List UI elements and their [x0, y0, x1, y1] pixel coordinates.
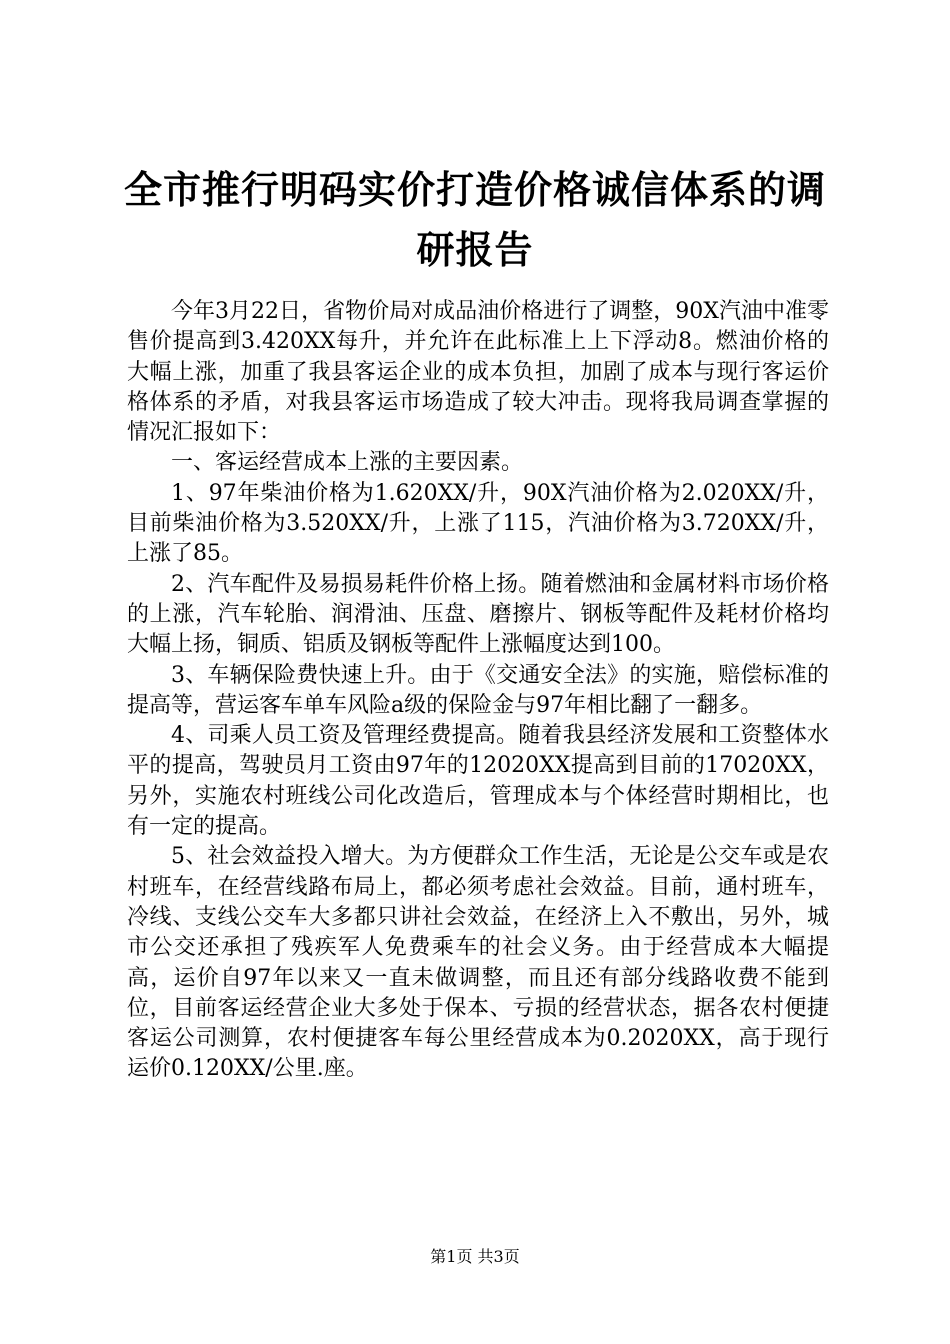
paragraph-item-2: 2、汽车配件及易损易耗件价格上扬。随着燃油和金属材料市场价格的上涨，汽车轮胎、润滑油、压盘、磨擦片、钢板等配件及耗材价格均大幅上扬，铜质、铝质及钢板等配件上涨幅度达到100。 [127, 571, 829, 658]
paragraph-item-3: 3、车辆保险费快速上升。由于《交通安全法》的实施，赔偿标准的提高等，营运客车单车风险a级的保险金与97年相比翻了一翻多。 [127, 662, 829, 718]
document-title: 全市推行明码实价打造价格诚信体系的调研报告 [123, 167, 826, 272]
paragraph-item-5: 5、社会效益投入增大。为方便群众工作生活，无论是公交车或是农村班车，在经营线路布局上，都必须考虑社会效益。目前，通村班车，冷线、支线公交车大多都只讲社会效益，在经济上入不敷出，另外，城市公交还承担了残疾军人免费乘车的社会义务。由于经营成本大幅提高，运价自97年以来又一直未做调整，而且还有部分线路收费不能到位，目前客运经营企业大多处于保本、亏损的经营状态，据各农村便捷客运公司测算，农村便捷客车每公里经营成本为0.2020XX，高于现行运价0.120XX/公里.座。 [127, 844, 829, 1082]
document-body [127, 297, 829, 1085]
paragraph-section-heading: 一、客运经营成本上涨的主要因素。 [171, 450, 524, 476]
paragraph-intro: 今年3月22日，省物价局对成品油价格进行了调整，90X汽油中准零售价提高到3.420XX每升，并允许在此标准上上下浮动8。燃油价格的大幅上涨，加重了我县客运企业的成本负担，加剧了成本与现行客运价格体系的矛盾，对我县客运市场造成了较大冲击。现将我局调查掌握的情况汇报如下： [127, 299, 829, 446]
paragraph-item-4: 4、司乘人员工资及管理经费提高。随着我县经济发展和工资整体水平的提高，驾驶员月工资由97年的12020XX提高到目前的17020XX，另外，实施农村班线公司化改造后，管理成本与个体经营时期相比，也有一定的提高。 [127, 723, 829, 840]
page-footer: 第1页 共3页 [430, 1247, 520, 1266]
paragraph-item-1: 1、97年柴油价格为1.620XX/升，90X汽油价格为2.020XX/升，目前柴油价格为3.520XX/升，上涨了115，汽油价格为3.720XX/升，上涨了85。 [127, 480, 829, 567]
